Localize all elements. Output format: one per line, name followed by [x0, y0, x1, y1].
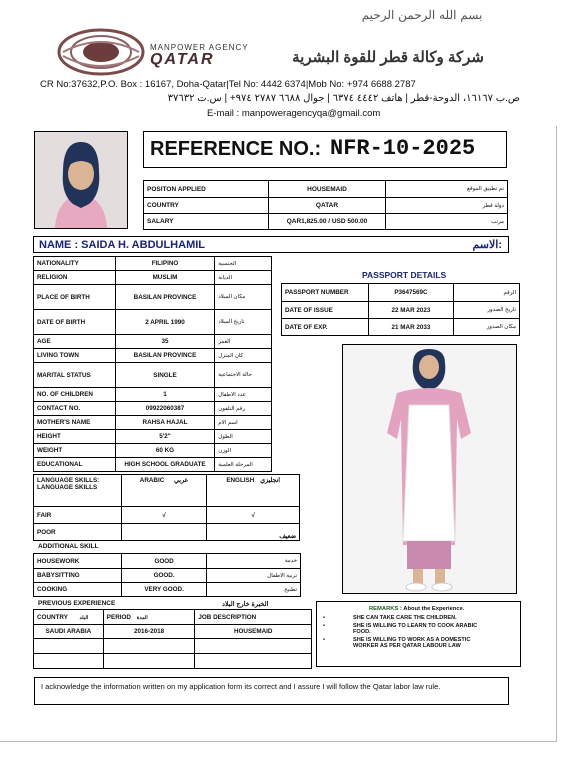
personal-row	[34, 416, 272, 430]
personal-row	[34, 430, 272, 444]
skill-label-ar: تطبيخ	[207, 583, 301, 597]
personal-label: NO. OF CHILDREN	[34, 388, 116, 402]
language-row-poor	[34, 524, 300, 541]
personal-label-ar: اسم الام	[215, 416, 272, 430]
remarks-item: • SHE IS WILLING TO WORK AS A DOMESTIC WORKER AS PER QATAR LABOUR LAW	[323, 637, 513, 649]
personal-row	[34, 285, 272, 310]
personal-label: PLACE OF BIRTH	[34, 285, 116, 310]
personal-value: 1	[115, 388, 215, 402]
position-row	[144, 214, 508, 230]
arabic-col-header: ARABIC	[139, 477, 165, 484]
personal-label-ar: المرحلة العلمية	[215, 458, 272, 472]
personal-row	[34, 444, 272, 458]
skill-label: HOUSEWORK	[34, 554, 122, 569]
english-col-header-ar: انجليزي	[260, 477, 281, 484]
skill-value: GOOD.	[121, 569, 207, 583]
remarks-label: REMARKS	[369, 606, 399, 612]
language-skills-title-2: LANGUAGE SKILLS	[37, 484, 98, 491]
position-value: QAR1,825.00 / USD 500.00	[269, 214, 386, 230]
acknowledgement-text: I acknowledge the information written on my application form its correct and I assure I will follow the Qatar labor law rule.	[41, 682, 441, 691]
personal-value: 60 KG	[115, 444, 215, 458]
personal-label-ar: الطول	[215, 430, 272, 444]
passport-row	[282, 302, 520, 319]
personal-label: WEIGHT	[34, 444, 116, 458]
position-value: QATAR	[269, 198, 386, 214]
skill-row	[34, 583, 301, 597]
personal-value: SINGLE	[115, 363, 215, 388]
skill-label-ar: تربية الاطفال	[207, 569, 301, 583]
english-col-header: ENGLISH	[226, 477, 255, 484]
experience-table	[33, 609, 312, 669]
personal-label-ar: العمر	[215, 335, 272, 349]
col-country-ar: البلد	[79, 614, 89, 621]
skill-label: BABYSITTING	[34, 569, 122, 583]
calligraphy-banner: بسم الله الرحمن الرحيم	[361, 8, 483, 22]
language-check-arabic: √	[121, 507, 207, 524]
skill-label: COOKING	[34, 583, 122, 597]
position-table	[143, 180, 508, 230]
personal-row	[34, 363, 272, 388]
passport-label-ar: الرقم	[454, 284, 520, 302]
passport-value: 21 MAR 2033	[368, 319, 454, 336]
personal-label: CONTACT NO.	[34, 402, 116, 416]
passport-label: PASSPORT NUMBER	[282, 284, 369, 302]
personal-row	[34, 349, 272, 363]
personal-label-ar: رقم التلفون	[215, 402, 272, 416]
personal-details-table	[33, 256, 272, 472]
personal-row	[34, 335, 272, 349]
applicant-full-photo	[342, 344, 517, 594]
personal-value: BASILAN PROVINCE	[115, 349, 215, 363]
personal-label: MOTHER'S NAME	[34, 416, 116, 430]
language-skills-title: LANGUAGE SKILLS:	[37, 477, 100, 484]
col-country: COUNTRY	[37, 613, 68, 621]
personal-value: FILIPINO	[115, 257, 215, 271]
remarks-box	[316, 601, 521, 667]
personal-label: NATIONALITY	[34, 257, 116, 271]
personal-label-ar: الوزن	[215, 444, 272, 458]
personal-label-ar: حالة الاجتماعية	[215, 363, 272, 388]
position-label-ar: مرتب	[386, 214, 508, 230]
header	[0, 0, 570, 125]
experience-title: PREVIOUS EXPERIENCE	[38, 600, 116, 607]
personal-row	[34, 402, 272, 416]
position-label-ar: تم تطبيق الموقع	[386, 181, 508, 198]
language-row-fair	[34, 507, 300, 524]
agency-name-arabic: شركة وكالة قطر للقوة البشرية	[292, 49, 484, 66]
remarks-header	[369, 606, 464, 612]
language-skills-table	[33, 474, 300, 541]
remarks-about: : About the Experience.	[399, 606, 465, 612]
weak-label-ar: ضعيف	[207, 524, 300, 541]
contact-line-en: CR No:37632,P.O. Box : 16167, Doha-Qatar|Tel No: 4442 6374|Mob No: +974 6688 2787	[40, 79, 416, 90]
passport-title: PASSPORT DETAILS	[362, 270, 447, 280]
applicant-headshot	[34, 131, 128, 229]
personal-row	[34, 458, 272, 472]
experience-title-ar: الخبرة خارج البلاد	[222, 601, 269, 608]
remarks-item-text: SHE IS WILLING TO LEARN TO COOK ARABIC FOOD.	[353, 623, 478, 635]
position-label: COUNTRY	[144, 198, 269, 214]
personal-row	[34, 310, 272, 335]
language-level: POOR	[34, 524, 122, 541]
personal-label: HEIGHT	[34, 430, 116, 444]
name-bar	[33, 236, 509, 253]
personal-label: AGE	[34, 335, 116, 349]
acknowledgement-box	[34, 677, 509, 705]
personal-row	[34, 271, 272, 285]
experience-country: SAUDI ARABIA	[34, 625, 104, 639]
remarks-item: • SHE CAN TAKE CARE THE CHILDREN.	[323, 615, 457, 621]
personal-value: MUSLIM	[115, 271, 215, 285]
agency-name-small: MANPOWER AGENCY	[150, 43, 249, 52]
page-border-right	[556, 126, 557, 742]
position-label: POSITON APPLIED	[144, 181, 269, 198]
col-period-ar: المدة	[136, 614, 148, 621]
reference-label: REFERENCE NO.:	[150, 138, 322, 160]
additional-skill-title: ADDITIONAL SKILL	[38, 543, 99, 550]
passport-label: DATE OF EXP.	[282, 319, 369, 336]
language-level: FAIR	[34, 507, 122, 524]
passport-row	[282, 284, 520, 302]
personal-row	[34, 388, 272, 402]
personal-label: RELIGION	[34, 271, 116, 285]
remarks-item-text: SHE CAN TAKE CARE THE CHILDREN.	[353, 615, 457, 621]
contact-line-ar: ص.ب ١٦١٦٧، الدوحة-قطر | هاتف ٤٤٤٢ ٦٣٧٤ | جوال ٦٦٨٨ ٢٧٨٧ ٩٧٤+ | س.ت ٣٧٦٣٢	[167, 93, 520, 104]
passport-table	[281, 283, 520, 336]
passport-value: P3647569C	[368, 284, 454, 302]
personal-value: 2 APRIL 1990	[115, 310, 215, 335]
position-row	[144, 181, 508, 198]
personal-label-ar: مكان الميلاد	[215, 285, 272, 310]
applicant-name: NAME : SAIDA H. ABDULHAMIL	[39, 239, 206, 251]
personal-value: 09922060387	[115, 402, 215, 416]
additional-skill-table	[33, 553, 301, 597]
reference-value: NFR-10-2025	[330, 136, 476, 161]
personal-row	[34, 257, 272, 271]
experience-row	[34, 625, 312, 639]
personal-label-ar: عدد الاطفال	[215, 388, 272, 402]
remarks-list	[323, 615, 513, 649]
passport-label: DATE OF ISSUE	[282, 302, 369, 319]
agency-name-big: QATAR	[150, 51, 215, 68]
skill-row	[34, 554, 301, 569]
personal-value: HIGH SCHOOL GRADUATE	[115, 458, 215, 472]
personal-value: RAHSA HAJAL	[115, 416, 215, 430]
passport-label-ar: مكان الصدور	[454, 319, 520, 336]
experience-period: 2016-2018	[103, 625, 195, 639]
remarks-item: • SHE IS WILLING TO LEARN TO COOK ARABIC FOOD.	[323, 623, 513, 635]
skill-label-ar: خدمة	[207, 554, 301, 569]
position-row	[144, 198, 508, 214]
skill-row	[34, 569, 301, 583]
personal-value: BASILAN PROVINCE	[115, 285, 215, 310]
personal-label: DATE OF BIRTH	[34, 310, 116, 335]
personal-label: EDUCATIONAL	[34, 458, 116, 472]
position-value: HOUSEMAID	[269, 181, 386, 198]
personal-label-ar: تاريخ الميلاد	[215, 310, 272, 335]
position-label-ar: دولة قطر	[386, 198, 508, 214]
personal-label-ar: الديانة	[215, 271, 272, 285]
personal-label-ar: الجنسية	[215, 257, 272, 271]
language-check-arabic	[121, 524, 207, 541]
skill-value: VERY GOOD.	[121, 583, 207, 597]
personal-label: MARITAL STATUS	[34, 363, 116, 388]
remarks-item-text: SHE IS WILLING TO WORK AS A DOMESTIC WORKER AS PER QATAR LABOUR LAW	[353, 637, 471, 649]
email-line: E-mail : manpoweragencyqa@gmail.com	[207, 108, 381, 119]
arabic-col-header-ar: عربي	[174, 477, 189, 484]
language-check-english: √	[207, 507, 300, 524]
passport-label-ar: تاريخ الصدور	[454, 302, 520, 319]
skill-value: GOOD	[121, 554, 207, 569]
personal-value: 5'2"	[115, 430, 215, 444]
reference-box	[143, 131, 507, 168]
personal-value: 35	[115, 335, 215, 349]
passport-value: 22 MAR 2023	[368, 302, 454, 319]
agency-logo	[57, 26, 147, 76]
personal-label-ar: كان المنزل	[215, 349, 272, 363]
position-label: SALARY	[144, 214, 269, 230]
passport-row	[282, 319, 520, 336]
personal-label: LIVING TOWN	[34, 349, 116, 363]
page-border-bottom	[0, 741, 557, 742]
experience-job: HOUSEMAID	[195, 625, 312, 639]
col-period: PERIOD	[106, 613, 131, 621]
name-label-arabic: الاسم:	[472, 239, 502, 251]
col-job: JOB DESCRIPTION	[195, 610, 312, 625]
